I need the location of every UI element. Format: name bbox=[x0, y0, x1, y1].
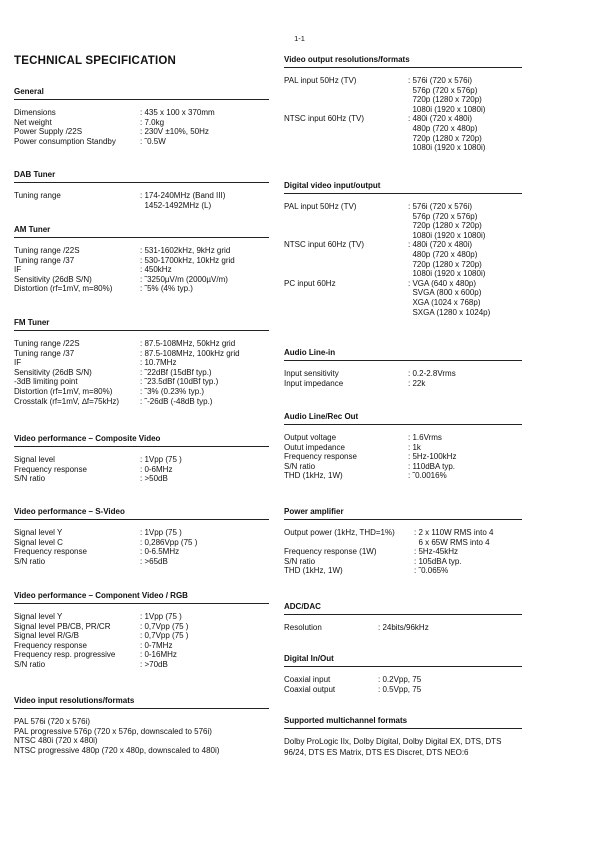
spec-value bbox=[408, 379, 425, 389]
spec-value-line: 720p (1280 x 720p) bbox=[408, 95, 482, 105]
spec-value-line: 720p (1280 x 720p) bbox=[408, 259, 482, 269]
spec-section bbox=[14, 170, 269, 210]
spec-value-line: 6 x 65W RMS into 4 bbox=[414, 537, 490, 547]
spec-value-line: : ˜3250µV/m (2000µV/m) bbox=[140, 274, 228, 284]
spec-row bbox=[14, 377, 269, 387]
spec-value bbox=[140, 284, 193, 294]
spec-value bbox=[140, 108, 215, 118]
spec-row bbox=[14, 368, 269, 378]
spec-label: Frequency response bbox=[14, 464, 87, 474]
spec-section bbox=[14, 591, 269, 670]
spec-value bbox=[140, 246, 230, 256]
spec-value-line: 1080i (1920 x 1080i) bbox=[408, 230, 486, 240]
spec-row bbox=[284, 547, 522, 557]
spec-section bbox=[14, 507, 269, 566]
spec-label: PAL input 50Hz (TV) bbox=[284, 202, 357, 211]
spec-label: Sensitivity (26dB S/N) bbox=[14, 367, 92, 377]
spec-value bbox=[140, 358, 176, 368]
spec-value-line: : ˜3% (0.23% typ.) bbox=[140, 386, 205, 396]
spec-label: Signal level bbox=[14, 455, 55, 464]
spec-value-line: : 1k bbox=[408, 442, 421, 452]
spec-value-line: : 0-6MHz bbox=[140, 464, 173, 474]
spec-row bbox=[284, 685, 522, 695]
spec-value-line: : ˜-26dB (-48dB typ.) bbox=[140, 396, 213, 406]
spec-value bbox=[408, 443, 421, 453]
formats-paragraph: Dolby ProLogic IIx, Dolby Digital, Dolby Digital EX, DTS, DTS 96/24, DTS ES Matrix, DTS ES Discret, DTS NEO:6 bbox=[284, 737, 502, 757]
spec-label: PAL input 50Hz (TV) bbox=[284, 76, 357, 85]
spec-value-line: 720p (1280 x 720p) bbox=[408, 133, 482, 143]
spec-label: Tuning range /22S bbox=[14, 246, 80, 255]
spec-value-line: : 1.6Vrms bbox=[408, 433, 442, 442]
spec-section bbox=[284, 412, 522, 481]
spec-row bbox=[14, 528, 269, 538]
spec-label: Frequency response bbox=[14, 547, 87, 557]
spec-value bbox=[140, 650, 177, 660]
section-title: Video performance – Composite Video bbox=[14, 434, 269, 447]
section-title: FM Tuner bbox=[14, 318, 269, 331]
spec-row bbox=[14, 631, 269, 641]
spec-label: Power consumption Standby bbox=[14, 136, 116, 146]
spec-value-line: : 1Vpp (75 ) bbox=[140, 528, 182, 537]
spec-section bbox=[284, 55, 522, 153]
spec-value-line: : 480i (720 x 480i) bbox=[408, 114, 473, 124]
spec-label: Tuning range /22S bbox=[14, 339, 80, 348]
spec-label: NTSC input 60Hz (TV) bbox=[284, 240, 365, 250]
spec-row bbox=[14, 538, 269, 548]
spec-label: Signal level R/G/B bbox=[14, 631, 79, 641]
spec-section bbox=[284, 602, 522, 633]
spec-label: Frequency response (1W) bbox=[284, 547, 377, 557]
spec-value-line: : ˜0.065% bbox=[414, 566, 449, 576]
spec-value bbox=[140, 538, 197, 548]
spec-value bbox=[140, 137, 166, 147]
spec-value-line: : 10.7MHz bbox=[140, 358, 177, 368]
spec-value-line: : 22k bbox=[408, 378, 426, 388]
spec-row bbox=[284, 279, 522, 317]
spec-value-line: : 24bits/96kHz bbox=[378, 623, 429, 632]
spec-row bbox=[284, 452, 522, 462]
format-item: NTSC 480i (720 x 480i) bbox=[14, 736, 98, 746]
section-title: ADC/DAC bbox=[284, 602, 522, 615]
page-number: 1-1 bbox=[294, 34, 305, 43]
spec-label: THD (1kHz, 1W) bbox=[284, 566, 343, 576]
spec-section bbox=[14, 696, 269, 755]
spec-label: -3dB limiting point bbox=[14, 377, 78, 387]
spec-value-line: : 480i (720 x 480i) bbox=[408, 240, 473, 250]
spec-value bbox=[408, 452, 456, 462]
spec-value-line: : 87.5-108MHz, 50kHz grid bbox=[140, 339, 236, 348]
spec-value-line: 1080i (1920 x 1080i) bbox=[408, 143, 486, 153]
spec-label: S/N ratio bbox=[284, 461, 316, 471]
spec-value-line: 480p (720 x 480p) bbox=[408, 123, 478, 133]
spec-value-line: : 1Vpp (75 ) bbox=[140, 455, 182, 464]
spec-value bbox=[408, 369, 456, 379]
spec-label: Input sensitivity bbox=[284, 369, 339, 378]
spec-value-line: : ˜0.5W bbox=[140, 136, 166, 146]
spec-value-line: 480p (720 x 480p) bbox=[408, 249, 478, 259]
spec-label: Coaxial input bbox=[284, 675, 331, 684]
spec-section bbox=[14, 318, 269, 406]
spec-value bbox=[140, 118, 164, 128]
spec-value bbox=[140, 547, 179, 557]
spec-value-line: 1080i (1920 x 1080i) bbox=[408, 269, 486, 279]
spec-value-line: : 576i (720 x 576i) bbox=[408, 202, 473, 211]
section-title: Audio Line/Rec Out bbox=[284, 412, 522, 425]
spec-value-line: : ˜22dBf (15dBf typ.) bbox=[140, 367, 212, 377]
format-item: PAL progressive 576p (720 x 576p, downscaled to 576i) bbox=[14, 726, 212, 736]
spec-value bbox=[414, 566, 448, 576]
spec-row bbox=[14, 349, 269, 359]
spec-row bbox=[14, 339, 269, 349]
spec-value bbox=[414, 547, 458, 557]
spec-label: S/N ratio bbox=[284, 556, 316, 566]
spec-label: Coaxial output bbox=[284, 684, 336, 694]
spec-value-line: 576p (720 x 576p) bbox=[408, 85, 478, 95]
section-title: Supported multichannel formats bbox=[284, 716, 522, 729]
spec-row bbox=[284, 369, 522, 379]
spec-label: Power Supply /22S bbox=[14, 127, 83, 137]
spec-value-line: : 0,286Vpp (75 ) bbox=[140, 537, 198, 547]
spec-label: Tuning range /37 bbox=[14, 348, 75, 358]
spec-row bbox=[14, 246, 269, 256]
spec-value-line: : 7.0kg bbox=[140, 117, 165, 127]
spec-label: Resolution bbox=[284, 623, 322, 632]
spec-value bbox=[408, 279, 490, 317]
spec-value-line: : >65dB bbox=[140, 556, 168, 566]
spec-row bbox=[14, 397, 269, 407]
section-title: Digital In/Out bbox=[284, 654, 522, 667]
spec-section bbox=[284, 716, 522, 759]
spec-value bbox=[140, 339, 235, 349]
spec-row bbox=[14, 387, 269, 397]
spec-section bbox=[284, 181, 522, 317]
spec-row bbox=[284, 114, 522, 152]
page-title: TECHNICAL SPECIFICATION bbox=[14, 55, 176, 67]
spec-value-line: : 0,7Vpp (75 ) bbox=[140, 621, 189, 631]
spec-value bbox=[414, 557, 462, 567]
spec-value bbox=[378, 675, 421, 685]
spec-value bbox=[408, 471, 447, 481]
spec-value bbox=[140, 275, 228, 285]
spec-row bbox=[14, 118, 269, 128]
spec-label: PC input 60Hz bbox=[284, 278, 336, 288]
spec-value-line: : 0.2Vpp, 75 bbox=[378, 675, 422, 684]
spec-value bbox=[408, 114, 485, 152]
spec-value-line: SVGA (800 x 600p) bbox=[408, 288, 482, 298]
spec-row bbox=[284, 462, 522, 472]
spec-value-line: : VGA (640 x 480p) bbox=[408, 278, 477, 288]
spec-value bbox=[408, 240, 485, 278]
spec-row bbox=[284, 623, 522, 633]
spec-value bbox=[140, 612, 182, 622]
spec-value-line: : ˜23.5dBf (10dBf typ.) bbox=[140, 377, 219, 387]
spec-value-line: : >50dB bbox=[140, 474, 168, 484]
spec-row bbox=[284, 557, 522, 567]
spec-row bbox=[14, 650, 269, 660]
spec-row bbox=[14, 612, 269, 622]
spec-value-line: SXGA (1280 x 1024p) bbox=[408, 307, 491, 317]
spec-label: Sensitivity (26dB S/N) bbox=[14, 274, 92, 284]
spec-value-line: : >70dB bbox=[140, 659, 168, 669]
spec-label: Signal level PB/CB, PR/CR bbox=[14, 621, 111, 631]
spec-label: Net weight bbox=[14, 117, 52, 127]
spec-section bbox=[284, 348, 522, 388]
spec-row bbox=[284, 433, 522, 443]
spec-value-line: : 5Hz-45kHz bbox=[414, 547, 459, 557]
format-list bbox=[14, 717, 269, 755]
format-item: PAL 576i (720 x 576i) bbox=[14, 717, 91, 726]
spec-label: Dimensions bbox=[14, 108, 56, 117]
spec-row bbox=[14, 358, 269, 368]
spec-row bbox=[14, 108, 269, 118]
spec-row bbox=[14, 191, 269, 210]
spec-row bbox=[14, 275, 269, 285]
spec-value bbox=[378, 685, 421, 695]
spec-value-line: : 531-1602kHz, 9kHz grid bbox=[140, 246, 231, 255]
spec-label: Distortion (rf=1mV, m=80%) bbox=[14, 284, 113, 294]
section-title: Audio Line-in bbox=[284, 348, 522, 361]
spec-value bbox=[140, 557, 168, 567]
spec-row bbox=[14, 265, 269, 275]
spec-value bbox=[408, 202, 485, 240]
spec-label: Input impedance bbox=[284, 378, 344, 388]
spec-label: Outut impedance bbox=[284, 442, 345, 452]
spec-value bbox=[140, 455, 182, 465]
spec-row bbox=[284, 443, 522, 453]
spec-row bbox=[14, 474, 269, 484]
section-title: Video output resolutions/formats bbox=[284, 55, 522, 68]
spec-row bbox=[14, 660, 269, 670]
spec-value bbox=[140, 256, 235, 266]
spec-value-line: : 2 x 110W RMS into 4 bbox=[414, 528, 494, 537]
spec-value-line: : ˜5% (4% typ.) bbox=[140, 284, 193, 294]
spec-label: Frequency response bbox=[284, 452, 357, 462]
spec-row bbox=[284, 471, 522, 481]
spec-value bbox=[140, 622, 188, 632]
spec-row bbox=[14, 465, 269, 475]
spec-value-line: : 230V ±10%, 50Hz bbox=[140, 127, 209, 137]
spec-value-line: 576p (720 x 576p) bbox=[408, 211, 478, 221]
spec-label: Distortion (rf=1mV, m=80%) bbox=[14, 386, 113, 396]
spec-label: NTSC input 60Hz (TV) bbox=[284, 114, 365, 124]
spec-value-line: 1452-1492MHz (L) bbox=[140, 200, 212, 210]
spec-row bbox=[14, 284, 269, 294]
section-title: General bbox=[14, 87, 269, 100]
spec-value-line: : 576i (720 x 576i) bbox=[408, 76, 473, 85]
spec-value bbox=[140, 397, 212, 407]
spec-value-line: 720p (1280 x 720p) bbox=[408, 221, 482, 231]
spec-value-line: : 530-1700kHz, 10kHz grid bbox=[140, 255, 235, 265]
spec-value bbox=[140, 528, 182, 538]
spec-label: THD (1kHz, 1W) bbox=[284, 471, 343, 481]
spec-label: S/N ratio bbox=[14, 474, 46, 484]
spec-value-line: : 105dBA typ. bbox=[414, 556, 462, 566]
spec-value bbox=[414, 528, 493, 547]
spec-value bbox=[408, 76, 485, 114]
spec-value-line: : 0,7Vpp (75 ) bbox=[140, 631, 189, 641]
spec-row bbox=[14, 127, 269, 137]
spec-row bbox=[14, 622, 269, 632]
spec-value-line: : ˜0.0016% bbox=[408, 471, 447, 481]
spec-value bbox=[408, 433, 442, 443]
spec-value bbox=[140, 368, 212, 378]
spec-section bbox=[14, 87, 269, 146]
section-title: Digital video input/output bbox=[284, 181, 522, 194]
spec-value-line: : 0-16MHz bbox=[140, 650, 177, 660]
spec-value-line: : 0.5Vpp, 75 bbox=[378, 684, 422, 694]
spec-label: Frequency resp. progressive bbox=[14, 650, 116, 660]
spec-value-line: : 450kHz bbox=[140, 265, 172, 275]
spec-value-line: : 1Vpp (75 ) bbox=[140, 612, 182, 621]
spec-label: Tuning range bbox=[14, 191, 61, 200]
spec-value-line: : 110dBA typ. bbox=[408, 461, 455, 471]
spec-value bbox=[378, 623, 429, 633]
spec-label: Tuning range /37 bbox=[14, 255, 75, 265]
spec-value-line: : 435 x 100 x 370mm bbox=[140, 108, 215, 117]
spec-label: Signal level Y bbox=[14, 528, 63, 537]
spec-value bbox=[140, 641, 172, 651]
spec-section bbox=[284, 654, 522, 694]
spec-value bbox=[408, 462, 455, 472]
spec-value bbox=[140, 349, 240, 359]
section-title: Power amplifier bbox=[284, 507, 522, 520]
section-title: AM Tuner bbox=[14, 225, 269, 238]
spec-value-line: : 0-6.5MHz bbox=[140, 547, 180, 557]
spec-value-line: : 0-7MHz bbox=[140, 640, 173, 650]
format-item: NTSC progressive 480p (720 x 480p, downscaled to 480i) bbox=[14, 745, 220, 755]
spec-value-line: : 0.2-2.8Vrms bbox=[408, 369, 456, 378]
spec-label: Output voltage bbox=[284, 433, 337, 442]
section-title: Video performance – S-Video bbox=[14, 507, 269, 520]
spec-label: Output power (1kHz, THD=1%) bbox=[284, 528, 395, 537]
spec-value-line: XGA (1024 x 768p) bbox=[408, 297, 481, 307]
spec-value bbox=[140, 127, 209, 137]
spec-label: Signal level Y bbox=[14, 612, 63, 621]
spec-value bbox=[140, 387, 204, 397]
spec-row bbox=[284, 76, 522, 114]
spec-row bbox=[14, 137, 269, 147]
spec-value bbox=[140, 191, 225, 210]
spec-value bbox=[140, 465, 172, 475]
spec-value-line: : 87.5-108MHz, 100kHz grid bbox=[140, 348, 240, 358]
spec-label: S/N ratio bbox=[14, 659, 46, 669]
spec-label: Crosstalk (rf=1mV, ∆f=75kHz) bbox=[14, 396, 120, 406]
spec-row bbox=[284, 566, 522, 576]
spec-row bbox=[14, 455, 269, 465]
section-title: DAB Tuner bbox=[14, 170, 269, 183]
spec-row bbox=[14, 641, 269, 651]
spec-value-line: : 5Hz-100kHz bbox=[408, 452, 457, 462]
spec-row bbox=[284, 379, 522, 389]
spec-label: Frequency response bbox=[14, 640, 87, 650]
spec-section bbox=[284, 507, 522, 576]
spec-section bbox=[14, 434, 269, 484]
spec-value bbox=[140, 474, 168, 484]
spec-value-line: : 174-240MHz (Band III) bbox=[140, 191, 226, 200]
spec-value bbox=[140, 265, 172, 275]
spec-section bbox=[14, 225, 269, 294]
spec-row bbox=[14, 557, 269, 567]
spec-value bbox=[140, 377, 218, 387]
spec-row bbox=[284, 675, 522, 685]
spec-label: IF bbox=[14, 265, 22, 275]
spec-row bbox=[284, 202, 522, 240]
spec-label: S/N ratio bbox=[14, 556, 46, 566]
spec-row bbox=[14, 547, 269, 557]
spec-row bbox=[284, 240, 522, 278]
spec-value bbox=[140, 660, 168, 670]
spec-label: IF bbox=[14, 358, 22, 368]
spec-value-line: 1080i (1920 x 1080i) bbox=[408, 104, 486, 114]
spec-row bbox=[14, 256, 269, 266]
section-title: Video input resolutions/formats bbox=[14, 696, 269, 709]
spec-value bbox=[140, 631, 188, 641]
section-title: Video performance – Component Video / RGB bbox=[14, 591, 269, 604]
spec-row bbox=[284, 528, 522, 547]
spec-label: Signal level C bbox=[14, 537, 63, 547]
